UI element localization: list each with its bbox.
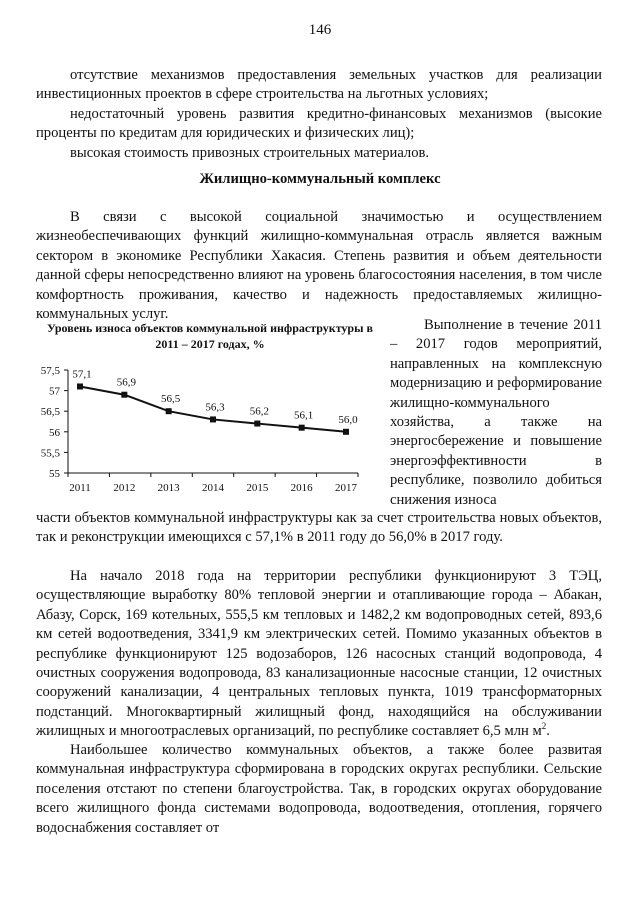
x-tick-label: 2011 <box>69 482 91 494</box>
x-tick-label: 2012 <box>113 482 136 494</box>
data-point <box>210 416 216 422</box>
data-label: 56,1 <box>294 409 314 422</box>
wrapped-paragraph: Выполнение в течение 2011 – 2017 годов мероприятий, направленных на комплексную модернизацию и реформирование жилищно-коммунального хозяйства, а также на энергосбережение и повышение энергоэффективности в республике, позволило добиться снижения износа <box>390 317 602 508</box>
y-tick-label: 55 <box>49 468 60 480</box>
paragraph-3-end: . <box>546 723 550 740</box>
paragraph-3 <box>36 567 602 742</box>
y-tick-label: 57,5 <box>40 365 60 377</box>
paragraph-4: Наибольшее количество коммунальных объектов, а также более развитая коммунальная инфраструктура сформирована в городских округах республики. Сельские поселения отстают по степени благоустройства. Так, в городских округах оборудование всего жилищного фонда системами водопровода, водоотведения, отопления, горячего водоснабжения составляет от <box>36 742 602 836</box>
data-label: 56,3 <box>205 401 225 414</box>
data-point <box>121 392 127 398</box>
data-point <box>77 383 83 389</box>
paragraph-1: В связи с высокой социальной значимостью и осуществлением жизнеобеспечивающих функций жилищно-коммунальная отрасль является важным сектором в экономике Республики Хакасия. Степень развития и объем деятельности данной сферы непосредственно влияют на уровень благосостояния населения, в том числе комфортность проживания, качество и надежность предоставляемых жилищно-коммунальных услуг. <box>36 209 602 323</box>
page-number: 146 <box>308 22 332 38</box>
y-tick-label: 57 <box>49 385 60 398</box>
intro-item-1: отсутствие механизмов предоставления земельных участков для реализации инвестиционных проектов в сфере строительства на льготных условиях; <box>36 67 602 103</box>
data-label: 56,9 <box>116 376 136 389</box>
wrapped-paragraph-continuation: части объектов коммунальной инфраструктуры как за счет строительства новых объектов, так и реконструкции имеющихся с 57,1% в 2011 году до 56,0% в 2017 году. <box>36 510 602 546</box>
data-point <box>343 429 349 435</box>
x-tick-label: 2014 <box>202 482 224 494</box>
data-label: 56,5 <box>161 393 181 406</box>
superscript-2: 2 <box>541 721 547 732</box>
section-heading: Жилищно-коммунальный комплекс <box>199 171 441 187</box>
x-tick-label: 2016 <box>290 482 313 494</box>
y-tick-label: 55,5 <box>40 447 60 460</box>
chart-title: Уровень износа объектов коммунальной инфраструктуры в 2011 – 2017 годах, % <box>47 321 373 351</box>
x-tick-label: 2015 <box>246 482 269 494</box>
data-label: 56,2 <box>249 405 269 418</box>
x-tick-label: 2017 <box>335 482 357 494</box>
x-tick-label: 2013 <box>157 482 180 494</box>
data-label: 56,0 <box>338 413 358 426</box>
y-tick-label: 56,5 <box>40 406 60 419</box>
data-point <box>254 421 260 427</box>
intro-item-2: недостаточный уровень развития кредитно-финансовых механизмов (высокие проценты по кредитам для юридических и физических лиц); <box>36 106 602 142</box>
data-point <box>166 408 172 414</box>
y-tick-label: 56 <box>49 426 60 439</box>
wear-level-line-chart <box>36 355 366 500</box>
paragraph-3-text: На начало 2018 года на территории республики функционируют 3 ТЭЦ, осуществляющие выработку 80% тепловой энергии и отапливающие города – Абакан, Абазу, Сорск, 169 котельных, 555,5 км тепловых и 1482,2 км водопроводных сетей, 893,6 км сетей водоотведения, 3341,9 км электрических сетей. Помимо указанных объектов в республике функционируют 125 водозаборов, 126 насосных станций водопровода, 4 очистных сооружения водопровода, 83 канализационные насосные станции, 12 очистных сооружений канализации, 4 центральных тепловых пункта, 1019 трансформаторных подстанций. Многоквартирный жилищный фонд, находящийся на обслуживании жилищных и многоотраслевых организаций, по республике составляет 6,5 млн м <box>36 568 602 740</box>
data-point <box>299 425 305 431</box>
intro-item-3: высокая стоимость привозных строительных материалов. <box>70 145 430 161</box>
data-label: 57,1 <box>72 368 92 381</box>
